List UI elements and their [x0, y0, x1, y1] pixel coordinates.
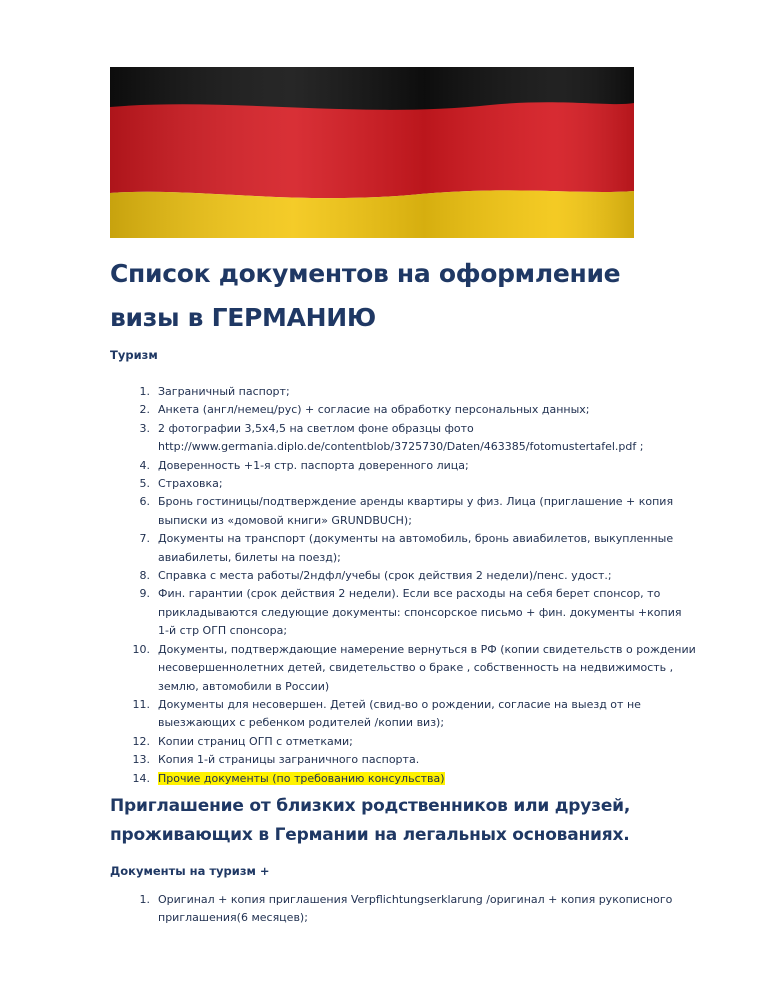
list-item-text: авиабилеты, билеты на поезд); [158, 550, 341, 564]
list-item [110, 530, 720, 567]
list-item-text: http://www.germania.diplo.de/contentblob/3725730/Daten/463385/fotomustertafel.pdf ; [158, 440, 644, 454]
list-item [110, 475, 720, 493]
list-item-text: Прочие документы (по требованию консульства) [158, 771, 445, 785]
list-item-text: выезжающих с ребенком родителей /копии виз); [158, 716, 445, 730]
list-item-text: Оригинал + копия приглашения Verpflichtungserklarung /оригинал + копия рукописного [158, 893, 673, 906]
tourism-heading: Туризм [110, 348, 158, 362]
list-item [110, 420, 720, 457]
list-item-number: 12. [132, 734, 150, 748]
page-title [110, 252, 670, 340]
invitation-subheading: Документы на туризм + [110, 864, 270, 878]
list-item-text: 2 фотографии 3,5х4,5 на светлом фоне образцы фото [158, 421, 474, 435]
list-item-text: Документы на транспорт (документы на автомобиль, бронь авиабилетов, выкупленные [158, 532, 674, 546]
list-item-text: 1-й стр ОГП спонсора; [158, 624, 288, 638]
list-item [110, 770, 720, 788]
list-item [110, 641, 720, 696]
list-item [110, 457, 720, 475]
invitation-heading [110, 792, 710, 850]
list-item-number: 8. [139, 569, 150, 583]
list-item [110, 401, 720, 419]
list-item-text: Анкета (англ/немец/рус) + согласие на обработку персональных данных; [158, 403, 590, 417]
list-item-number: 14. [132, 771, 150, 785]
page-title-line1: Список документов на оформление [110, 259, 621, 288]
list-item-text: прикладываются следующие документы: спонсорское письмо + фин. документы +копия [158, 605, 682, 619]
list-item-number: 10. [132, 642, 150, 656]
list-item [110, 891, 720, 928]
list-item-text: приглашения(6 месяцев); [158, 911, 308, 925]
list-item-text: несовершеннолетних детей, свидетельство о браке , собственность на недвижимость , [158, 661, 674, 675]
invitation-heading-line2: проживающих в Германии на легальных основаниях. [110, 825, 630, 845]
list-item-text: Справка с места работы/2ндфл/учебы (срок действия 2 недели)/пенс. удост.; [158, 569, 612, 583]
list-item-number: 1. [139, 385, 150, 398]
list-item-number: 13. [132, 753, 150, 767]
tourism-documents-list [110, 383, 720, 788]
list-item-number: 1. [139, 893, 150, 906]
list-item-number: 7. [139, 532, 150, 546]
list-item [110, 733, 720, 751]
page-title-line2: визы в ГЕРМАНИЮ [110, 303, 376, 332]
list-item-text: Заграничный паспорт; [158, 385, 290, 398]
list-item [110, 696, 720, 733]
list-item [110, 751, 720, 769]
list-item [110, 493, 720, 530]
list-item-text: Фин. гарантии (срок действия 2 недели). Если все расходы на себя берет спонсор, то [158, 587, 661, 601]
list-item-number: 4. [139, 458, 150, 472]
list-item-number: 5. [139, 477, 150, 491]
invitation-documents-list [110, 891, 720, 928]
german-flag-image [110, 67, 634, 238]
invitation-heading-line1: Приглашение от близких родственников или друзей, [110, 796, 631, 816]
list-item [110, 383, 720, 401]
list-item-text: землю, автомобили в России) [158, 679, 330, 693]
list-item-number: 2. [139, 403, 150, 417]
list-item-text: Копия 1-й страницы заграничного паспорта. [158, 753, 420, 767]
list-item-number: 6. [139, 495, 150, 509]
list-item-number: 9. [139, 587, 150, 601]
list-item-text: Документы для несовершен. Детей (свид-во о рождении, согласие на выезд от не [158, 697, 641, 711]
list-item-number: 3. [139, 421, 150, 435]
list-item [110, 585, 720, 640]
list-item-text: Документы, подтверждающие намерение вернуться в РФ (копии свидетельств о рождении [158, 642, 696, 656]
list-item-text: выписки из «домовой книги» GRUNDBUCH); [158, 513, 412, 527]
list-item [110, 567, 720, 585]
list-item-text: Страховка; [158, 477, 223, 491]
list-item-text: Доверенность +1-я стр. паспорта доверенного лица; [158, 458, 469, 472]
list-item-text: Бронь гостиницы/подтверждение аренды квартиры у физ. Лица (приглашение + копия [158, 495, 674, 509]
list-item-number: 11. [132, 697, 150, 711]
list-item-text: Копии страниц ОГП с отметками; [158, 734, 353, 748]
